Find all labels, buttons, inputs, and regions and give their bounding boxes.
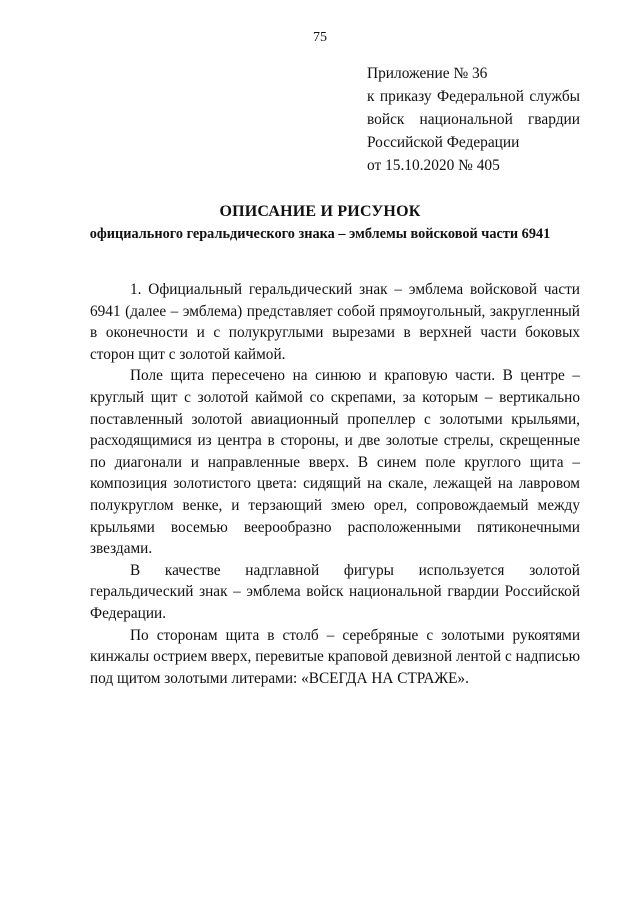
page-number: 75 bbox=[313, 30, 327, 45]
appendix-block bbox=[367, 62, 580, 177]
paragraph: Поле щита пересечено на синюю и краповую части. В центре – круглый щит с золотой каймой со скрепами, за которым – вертикально поставленный золотой авиационный пропеллер с золотыми крыльями, расходящимися из центра в стороны, и две золотые стрелы, скрещенные по диагонали и направленные вверх. В синем поле круглого щита – композиция золотистого цвета: сидящий на скале, лежащей на лавровом полукруглом венке, и терзающий змею орел, сопровождаемый между крыльями восемью веерообразно расположенными пятиконечными звездами. bbox=[90, 367, 580, 558]
paragraph: В качестве надглавной фигуры используется золотой геральдический знак – эмблема войск национальной гвардии Российской Федерации. bbox=[90, 561, 580, 622]
appendix-line: войск национальной гвардии bbox=[367, 111, 580, 128]
appendix-line: к приказу Федеральной службы bbox=[367, 88, 580, 105]
document-title: ОПИСАНИЕ И РИСУНОК bbox=[219, 203, 421, 220]
appendix-line: Приложение № 36 bbox=[367, 65, 488, 82]
appendix-line: Российской Федерации bbox=[367, 134, 520, 151]
document-subtitle: официального геральдического знака – эмблемы войсковой части 6941 bbox=[89, 226, 551, 242]
paragraph: По сторонам щита в столб – серебряные с золотыми рукоятями кинжалы острием вверх, перевитые краповой девизной лентой с надписью под щитом золотыми литерами: «ВСЕГДА НА СТРАЖЕ». bbox=[90, 626, 580, 687]
appendix-line: от 15.10.2020 № 405 bbox=[367, 157, 500, 174]
paragraph: 1. Официальный геральдический знак – эмблема войсковой части 6941 (далее – эмблема) представляет собой прямоугольный, закругленный в оконечности и с полукруглыми вырезами в верхней части боковых сторон щит с золотой каймой. bbox=[90, 281, 580, 363]
document-body bbox=[90, 279, 580, 689]
